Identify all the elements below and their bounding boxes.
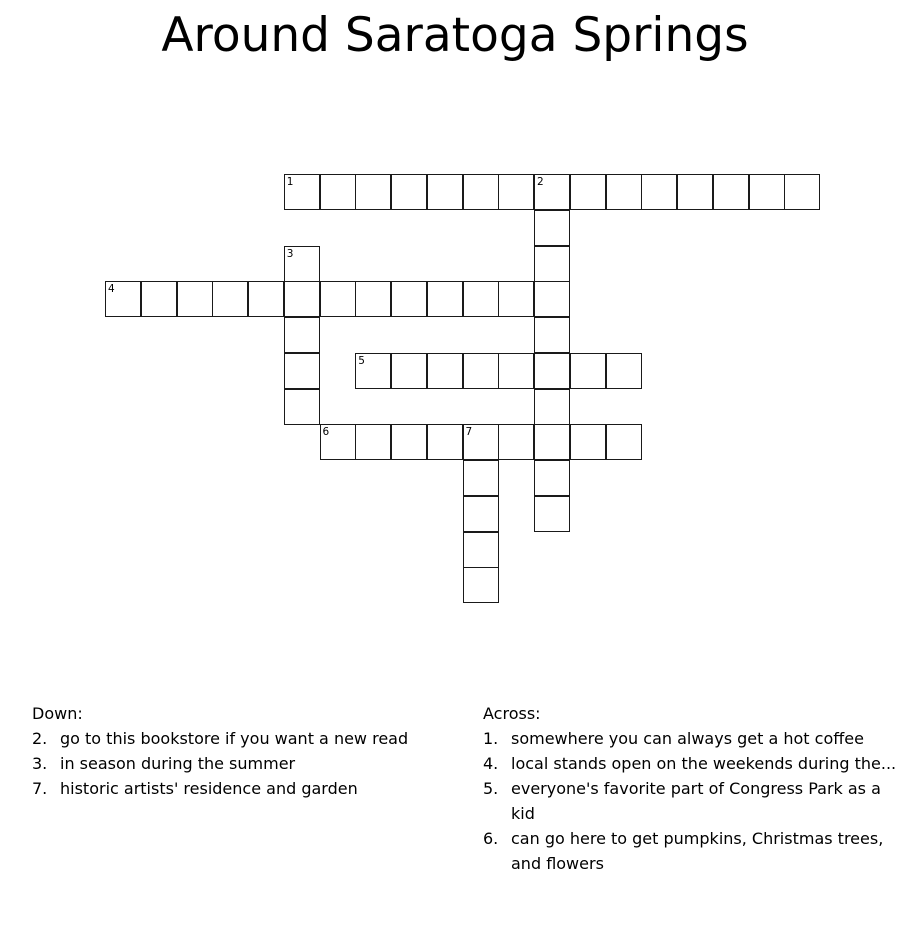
across-clue — [483, 776, 903, 826]
grid-cell[interactable] — [498, 174, 534, 210]
cell-number: 5 — [358, 354, 365, 367]
grid-cell[interactable] — [534, 353, 570, 389]
grid-cell[interactable] — [463, 460, 499, 496]
clue-text: local stands open on the weekends during the... — [511, 754, 897, 773]
grid-cell[interactable] — [427, 424, 463, 460]
grid-cell[interactable] — [355, 281, 391, 317]
cell-number: 4 — [108, 283, 115, 296]
down-clue — [32, 726, 452, 751]
grid-cell[interactable] — [284, 317, 320, 353]
clue-text: in season during the summer — [60, 754, 296, 773]
grid-cell[interactable] — [534, 210, 570, 246]
grid-cell[interactable] — [391, 353, 427, 389]
grid-cell[interactable] — [463, 496, 499, 532]
grid-cell[interactable] — [141, 281, 177, 317]
clue-number: 2. — [32, 729, 48, 748]
grid-cell[interactable] — [284, 353, 320, 389]
grid-cell[interactable] — [534, 317, 570, 353]
grid-cell[interactable] — [427, 174, 463, 210]
grid-cell[interactable] — [284, 281, 320, 317]
clue-number: 5. — [483, 779, 499, 798]
grid-cell[interactable] — [498, 353, 534, 389]
grid-cell[interactable] — [534, 496, 570, 532]
grid-cell[interactable] — [427, 281, 463, 317]
across-clue — [483, 726, 903, 751]
grid-cell[interactable] — [463, 424, 499, 460]
grid-cell[interactable] — [677, 174, 713, 210]
down-clue — [32, 776, 452, 801]
grid-cell[interactable] — [320, 424, 356, 460]
grid-cell[interactable] — [177, 281, 213, 317]
cell-number: 1 — [286, 176, 294, 188]
grid-cell[interactable] — [498, 424, 534, 460]
grid-cell[interactable] — [606, 424, 642, 460]
grid-cell[interactable] — [784, 174, 820, 210]
grid-cell[interactable] — [534, 174, 570, 210]
cell-number: 6 — [322, 426, 330, 439]
clue-number: 1. — [483, 729, 499, 748]
across-clue — [483, 751, 903, 776]
grid-cell[interactable] — [355, 353, 391, 389]
grid-cell[interactable] — [463, 353, 499, 389]
grid-cell[interactable] — [248, 281, 284, 317]
grid-cell[interactable] — [284, 174, 320, 210]
grid-cell[interactable] — [284, 246, 320, 282]
down-clue — [32, 751, 452, 776]
grid-cell[interactable] — [534, 389, 570, 425]
grid-cell[interactable] — [606, 174, 642, 210]
cell-number: 7 — [465, 426, 473, 439]
down-clues — [32, 701, 452, 801]
clue-number: 4. — [483, 754, 499, 773]
down-heading: Down: — [32, 704, 83, 723]
grid-cell[interactable] — [105, 281, 141, 317]
puzzle-title: Around Saratoga Springs — [161, 8, 749, 63]
grid-cell[interactable] — [534, 460, 570, 496]
cell-number: 3 — [286, 247, 294, 260]
grid-cell[interactable] — [284, 389, 320, 425]
across-clues — [483, 701, 903, 876]
grid-cell[interactable] — [606, 353, 642, 389]
grid-cell[interactable] — [641, 174, 677, 210]
clue-number: 7. — [32, 779, 48, 798]
grid-cell[interactable] — [391, 281, 427, 317]
grid-cell[interactable] — [427, 353, 463, 389]
grid-cell[interactable] — [534, 281, 570, 317]
grid-cell[interactable] — [391, 174, 427, 210]
grid-cell[interactable] — [570, 424, 606, 460]
grid-cell[interactable] — [355, 424, 391, 460]
grid-cell[interactable] — [713, 174, 749, 210]
across-clue — [483, 826, 903, 876]
clue-text: can go here to get pumpkins, Christmas trees, and flowers — [511, 829, 884, 873]
grid-cell[interactable] — [534, 424, 570, 460]
grid-cell[interactable] — [570, 353, 606, 389]
grid-cell[interactable] — [355, 174, 391, 210]
grid-cell[interactable] — [463, 281, 499, 317]
across-heading: Across: — [483, 704, 541, 723]
grid-cell[interactable] — [463, 174, 499, 210]
grid-cell[interactable] — [570, 174, 606, 210]
clue-number: 6. — [483, 829, 499, 848]
clue-text: somewhere you can always get a hot coffee — [511, 729, 864, 748]
clue-number: 3. — [32, 754, 48, 773]
grid-cell[interactable] — [320, 281, 356, 317]
grid-cell[interactable] — [463, 532, 499, 568]
cell-number: 2 — [537, 176, 544, 188]
clue-text: everyone's favorite part of Congress Park as a kid — [511, 779, 881, 823]
grid-cell[interactable] — [320, 174, 356, 210]
clue-text: historic artists' residence and garden — [60, 779, 358, 798]
grid-cell[interactable] — [534, 246, 570, 282]
clue-text: go to this bookstore if you want a new read — [60, 729, 409, 748]
grid-cell[interactable] — [391, 424, 427, 460]
grid-cell[interactable] — [212, 281, 248, 317]
grid-cell[interactable] — [749, 174, 785, 210]
grid-cell[interactable] — [463, 567, 499, 603]
grid-cell[interactable] — [498, 281, 534, 317]
